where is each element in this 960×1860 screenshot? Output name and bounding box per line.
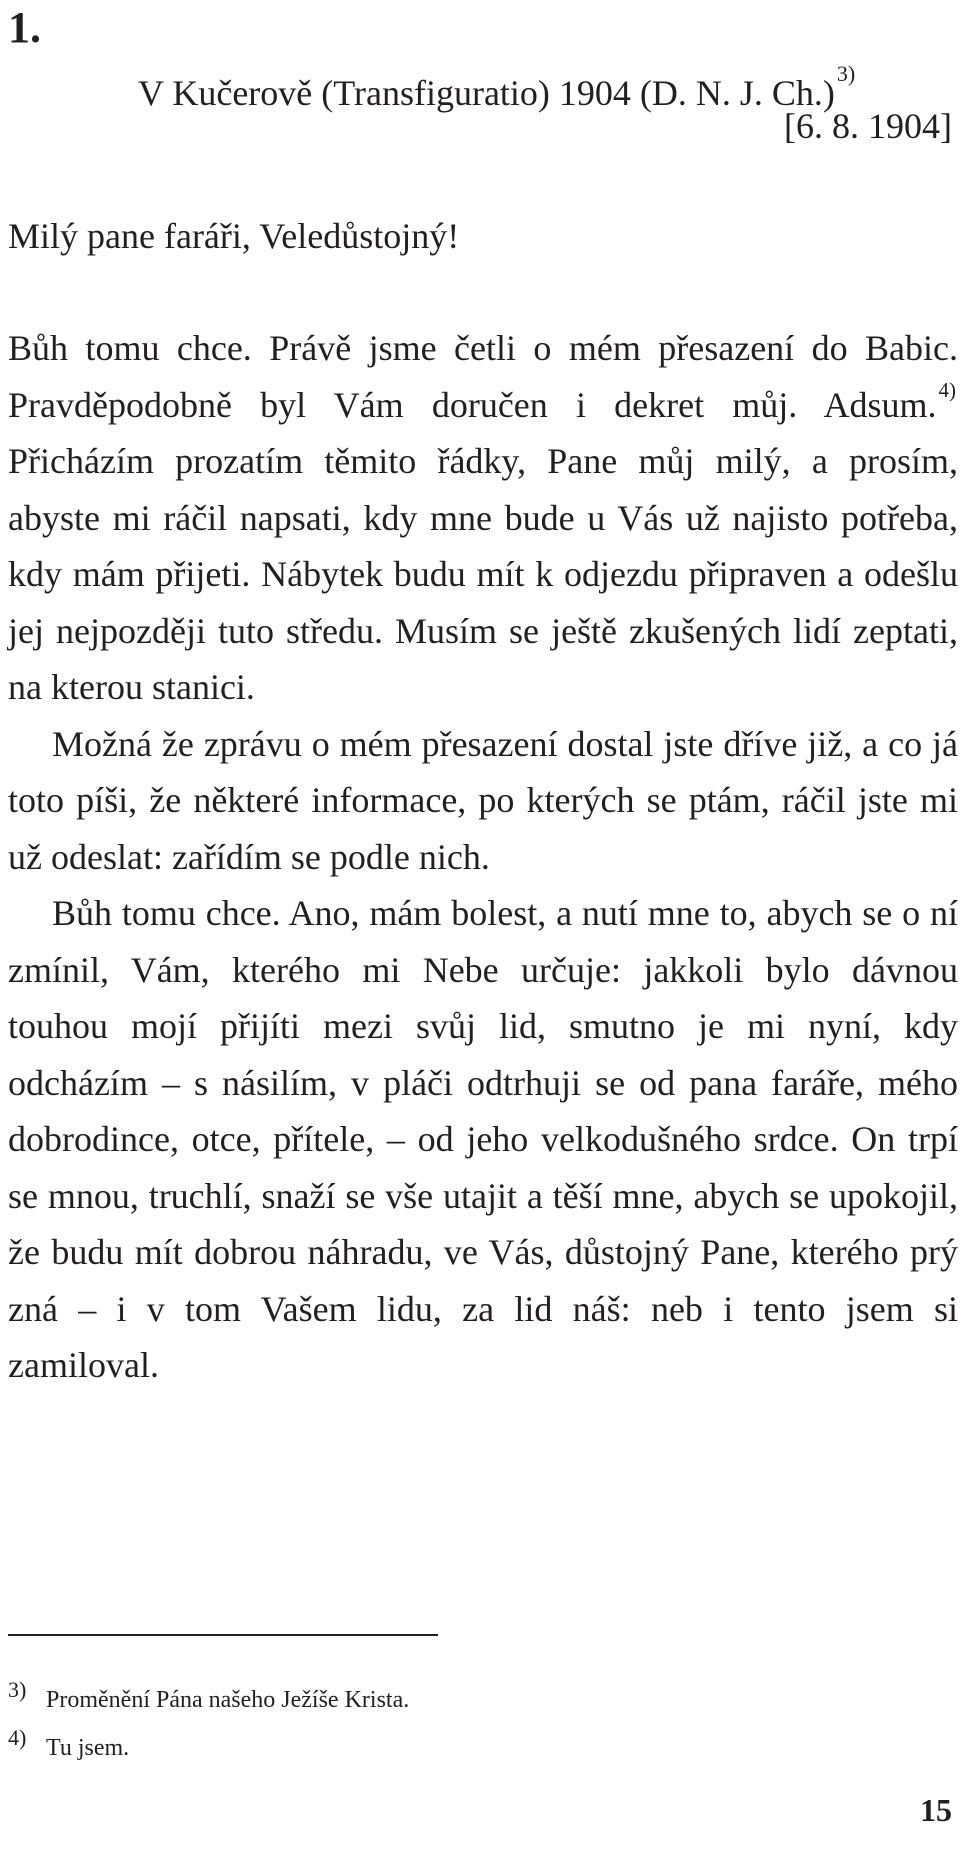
footnote-ref-3: 3)	[836, 61, 856, 86]
footnote-number: 4)	[8, 1725, 27, 1750]
paragraph-1	[8, 320, 958, 716]
footnote-text: Tu jsem.	[46, 1735, 130, 1761]
paragraph-1-start: Bůh tomu chce. Právě jsme četli o mém přesazení do Babic. Pravděpodobně byl Vám doručen i dekret můj. Adsum.	[8, 328, 958, 425]
salutation: Milý pane faráři, Veledůstojný!	[8, 216, 460, 256]
letter-date: [6. 8. 1904]	[784, 106, 952, 146]
place-line	[138, 46, 855, 121]
letter-body	[8, 320, 958, 1394]
footnote-ref-4: 4)	[938, 377, 956, 402]
letter-number: 1.	[8, 3, 41, 52]
page-number: 15	[920, 1792, 952, 1828]
place-text: V Kučerově (Transfiguratio) 1904 (D. N. J. Ch.)	[138, 73, 835, 113]
footnote-text: Proměnění Pána našeho Ježíše Krista.	[46, 1687, 410, 1713]
paragraph-3: Bůh tomu chce. Ano, mám bolest, a nutí mne to, abych se o ní zmínil, Vám, kterého mi Nebe určuje: jakkoli bylo dávnou touhou mojí přijíti mezi svůj lid, smutno je mi nyní, kdy odcházím – s násilím, v pláči odtrhuji se od pana faráře, mého dobrodince, otce, přítele, – od jeho velkodušného srdce. On trpí se mnou, truchlí, snaží se vše utajit a těší mne, abych se upokojil, že budu mít dobrou náhradu, ve Vás, důstojný Pane, kterého prý zná – i v tom Vašem lidu, za lid náš: neb i tento jsem si zamiloval.	[8, 893, 958, 1385]
footnote-number: 3)	[8, 1677, 27, 1702]
paragraph-1-rest: Přicházím prozatím těmito řádky, Pane můj milý, a prosím, abyste mi ráčil napsati, kdy mne bude u Vás už najisto potřeba, kdy mám přijeti. Nábytek budu mít k odjezdu připraven a odešlu jej nejpozději tuto středu. Musím se ještě zkušených lidí zeptati, na kterou stanici.	[8, 441, 958, 707]
paragraph-2: Možná že zprávu o mém přesazení dostal jste dříve již, a co já toto píši, že některé informace, po kterých se ptám, ráčil jste mi už odeslat: zařídím se podle nich.	[8, 723, 958, 877]
footnote-divider	[8, 1634, 438, 1636]
